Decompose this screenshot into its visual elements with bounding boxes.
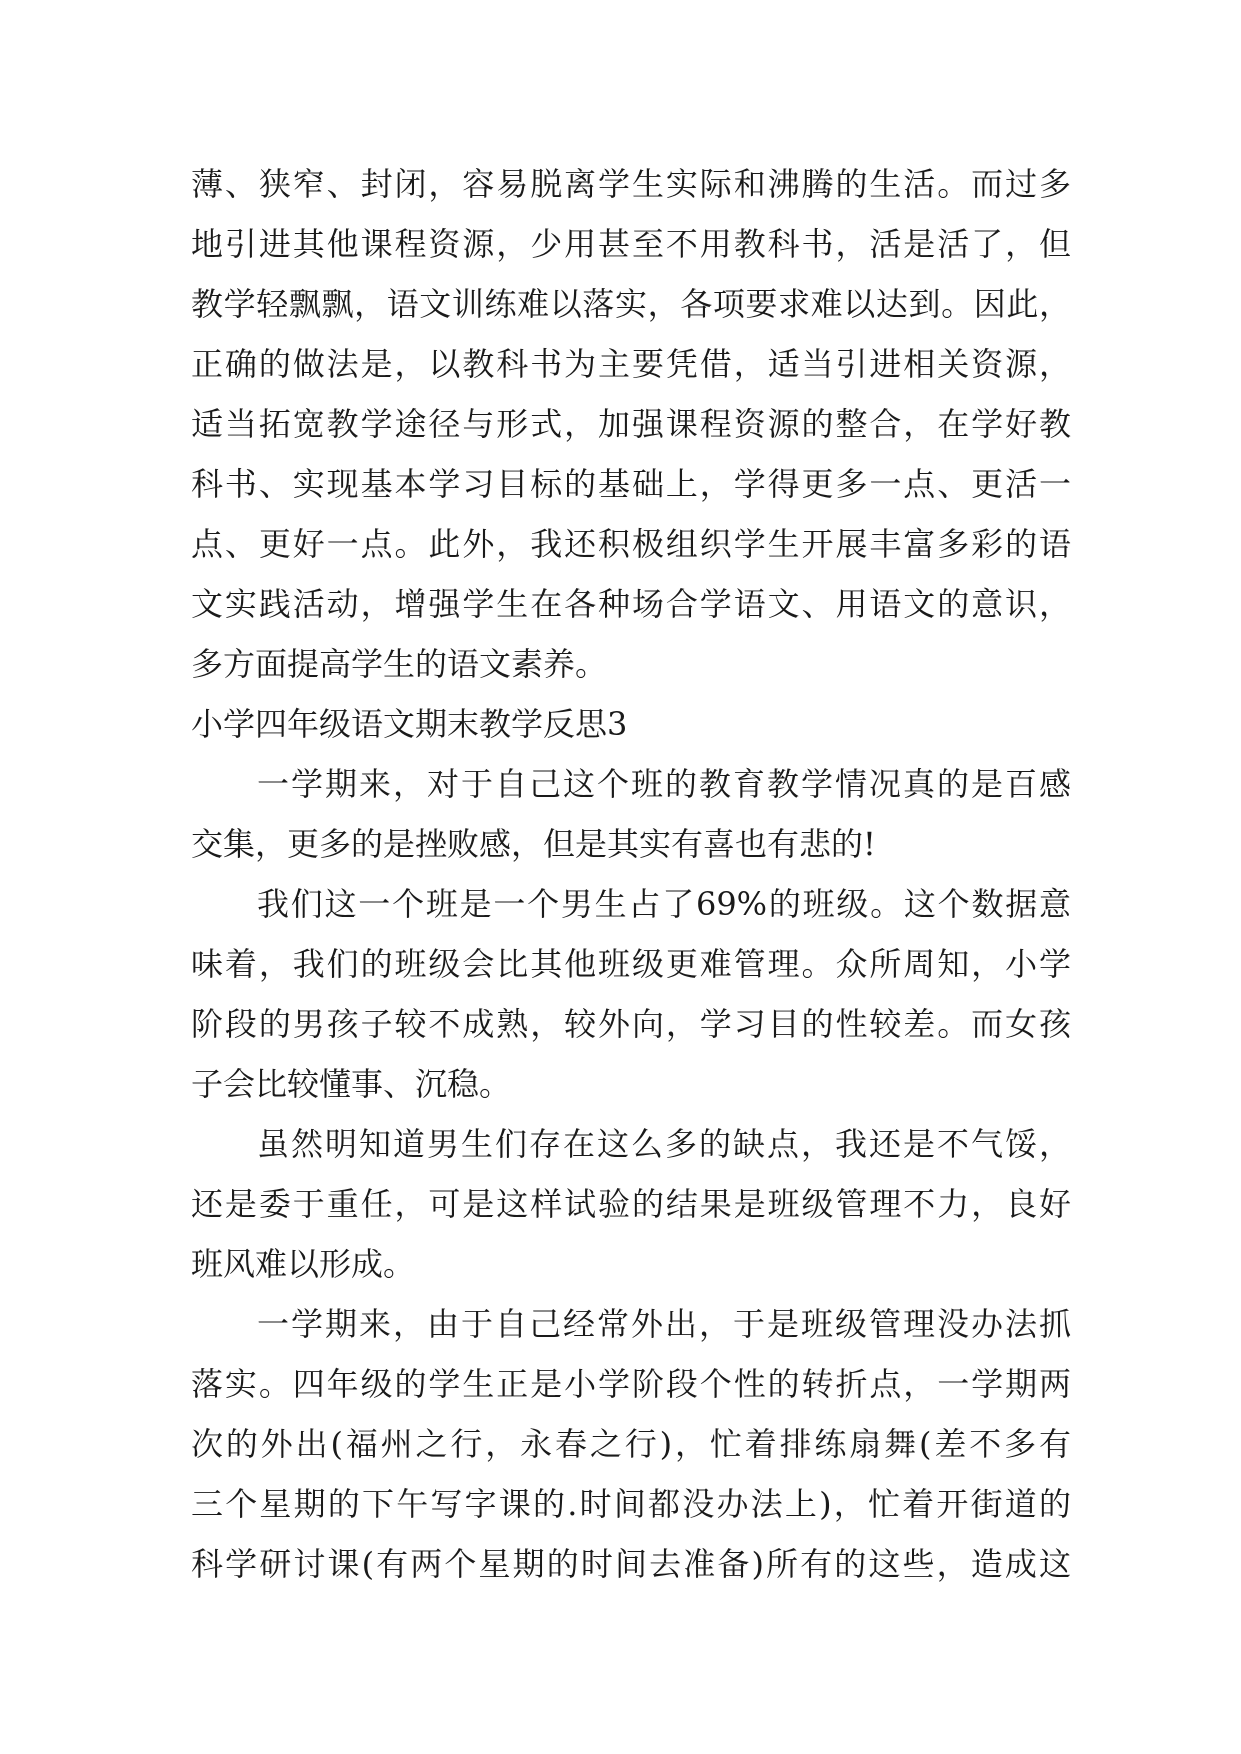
text-line: 一学期来，由于自己经常外出，于是班级管理没办法抓: [257, 1305, 1071, 1343]
text-line: 适当拓宽教学途径与形式，加强课程资源的整合，在学好教: [191, 405, 1071, 443]
text-line: 落实。四年级的学生正是小学阶段个性的转折点，一学期两: [191, 1365, 1071, 1403]
text-line: 薄、狭窄、封闭，容易脱离学生实际和沸腾的生活。而过多: [191, 165, 1071, 203]
text-line: 交集，更多的是挫败感，但是其实有喜也有悲的!: [191, 825, 876, 863]
text-line: 科学研讨课(有两个星期的时间去准备)所有的这些，造成这: [191, 1545, 1071, 1583]
section-title: 小学四年级语文期末教学反思3: [191, 705, 628, 743]
text-line: 点、更好一点。此外，我还积极组织学生开展丰富多彩的语: [191, 525, 1071, 563]
text-line: 正确的做法是，以教科书为主要凭借，适当引进相关资源，: [191, 345, 1071, 383]
text-line: 阶段的男孩子较不成熟，较外向，学习目的性较差。而女孩: [191, 1005, 1071, 1043]
text-line: 三个星期的下午写字课的.时间都没办法上)，忙着开街道的: [191, 1485, 1071, 1523]
text-line: 次的外出(福州之行，永春之行)，忙着排练扇舞(差不多有: [191, 1425, 1071, 1463]
text-line: 班风难以形成。: [191, 1245, 416, 1283]
text-line: 一学期来，对于自己这个班的教育教学情况真的是百感: [257, 765, 1071, 803]
text-line: 教学轻飘飘，语文训练难以落实，各项要求难以达到。因此，: [191, 285, 1071, 323]
text-line: 多方面提高学生的语文素养。: [191, 645, 608, 683]
text-line: 子会比较懂事、沉稳。: [191, 1065, 512, 1103]
text-line: 还是委于重任，可是这样试验的结果是班级管理不力，良好: [191, 1185, 1071, 1223]
text-line: 文实践活动，增强学生在各种场合学语文、用语文的意识，: [191, 585, 1071, 623]
text-line: 地引进其他课程资源，少用甚至不用教科书，活是活了，但: [191, 225, 1071, 263]
text-line: 虽然明知道男生们存在这么多的缺点，我还是不气馁，: [257, 1125, 1071, 1163]
text-line: 味着，我们的班级会比其他班级更难管理。众所周知，小学: [191, 945, 1071, 983]
text-line: 科书、实现基本学习目标的基础上，学得更多一点、更活一: [191, 465, 1071, 503]
text-line: 我们这一个班是一个男生占了69%的班级。这个数据意: [257, 885, 1071, 923]
